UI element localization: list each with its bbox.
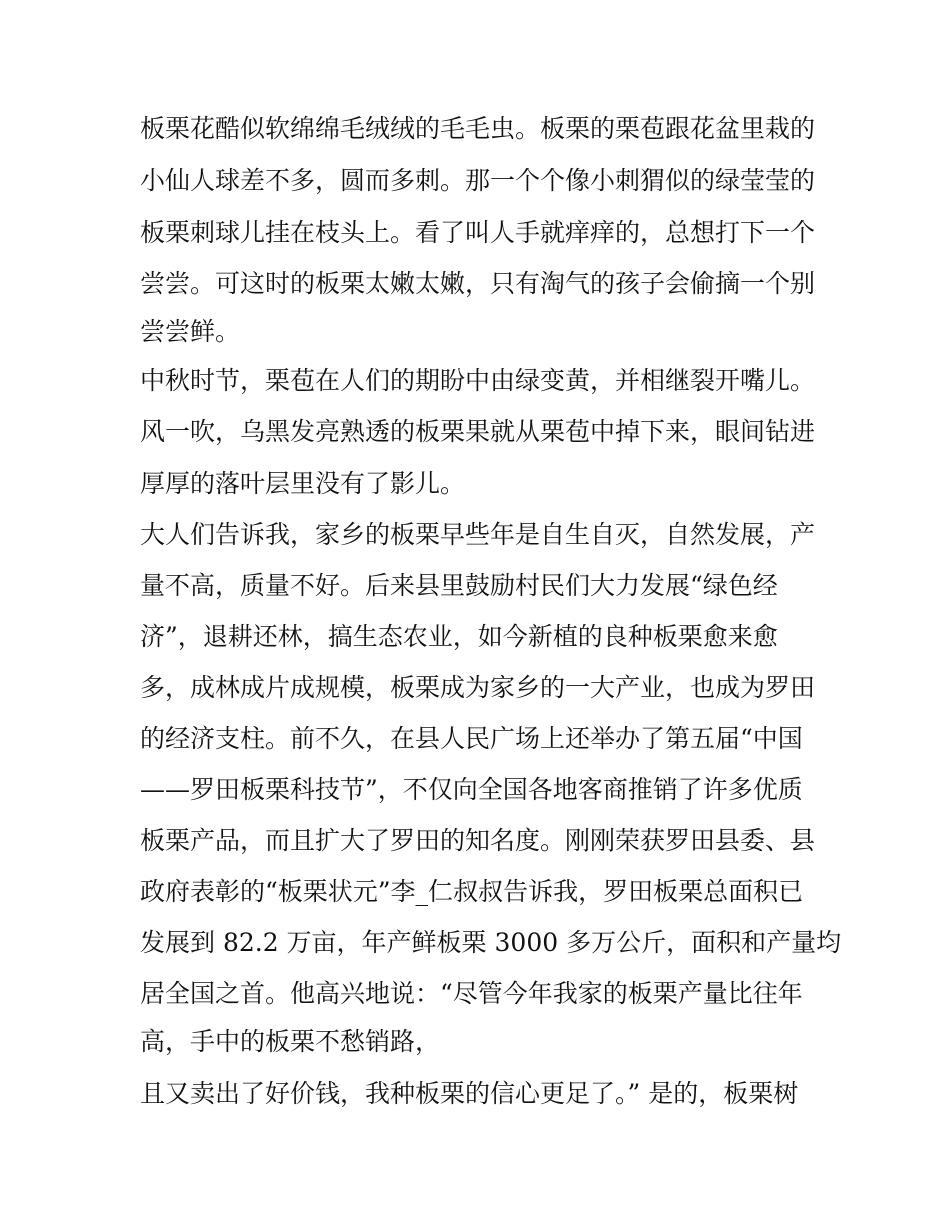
text-line: 量不高，质量不好。后来县里鼓励村民们大力发展“绿色经 bbox=[140, 571, 778, 600]
text-line: 中秋时节，栗苞在人们的期盼中由绿变黄，并相继裂开嘴儿。 bbox=[140, 366, 816, 395]
text-line: 风一吹，乌黑发亮熟透的板栗果就从栗苞中掉下来，眼间钻进 bbox=[140, 417, 816, 446]
text-line: 且又卖出了好价钱，我种板栗的信心更足了。” 是的，板栗树 bbox=[140, 1079, 799, 1108]
text-line: 政府表彰的“板栗状元”李_仁叔叔告诉我，罗田板栗总面积已 bbox=[140, 877, 804, 906]
text-line: 大人们告诉我，家乡的板栗早些年是自生自灭，自然发展，产 bbox=[140, 520, 816, 549]
text-line: 尝尝。可这时的板栗太嫩太嫩，只有淘气的孩子会偷摘一个别 bbox=[140, 269, 816, 298]
text-line: ——罗田板栗科技节”，不仅向全国各地客商推销了许多优质 bbox=[140, 775, 803, 804]
text-line: 板栗产品，而且扩大了罗田的知名度。刚刚荣获罗田县委、县 bbox=[140, 826, 816, 855]
text-line: 多，成林成片成规模，板栗成为家乡的一大产业，也成为罗田 bbox=[140, 673, 816, 702]
text-line: 板栗刺球儿挂在枝头上。看了叫人手就痒痒的，总想打下一个 bbox=[140, 218, 816, 247]
text-line: 的经济支柱。前不久，在县人民广场上还举办了第五届“中国 bbox=[140, 724, 803, 753]
text-line: 尝尝鲜。 bbox=[140, 317, 241, 346]
text-line: 济”，退耕还林，搞生态农业，如今新植的良种板栗愈来愈 bbox=[140, 622, 778, 651]
text-line: 厚厚的落叶层里没有了影儿。 bbox=[140, 469, 466, 498]
text-line: 板栗花酷似软绵绵毛绒绒的毛毛虫。板栗的栗苞跟花盆里栽的 bbox=[140, 114, 816, 143]
text-line: 高，手中的板栗不愁销路， bbox=[140, 1027, 441, 1056]
text-line: 居全国之首。他高兴地说：“尽管今年我家的板栗产量比往年 bbox=[140, 979, 803, 1008]
text-line: 小仙人球差不多，圆而多刺。那一个个像小刺猬似的绿莹莹的 bbox=[140, 166, 816, 195]
text-line: 发展到 82.2 万亩，年产鲜板栗 3000 多万公斤，面积和产量均 bbox=[140, 928, 842, 957]
